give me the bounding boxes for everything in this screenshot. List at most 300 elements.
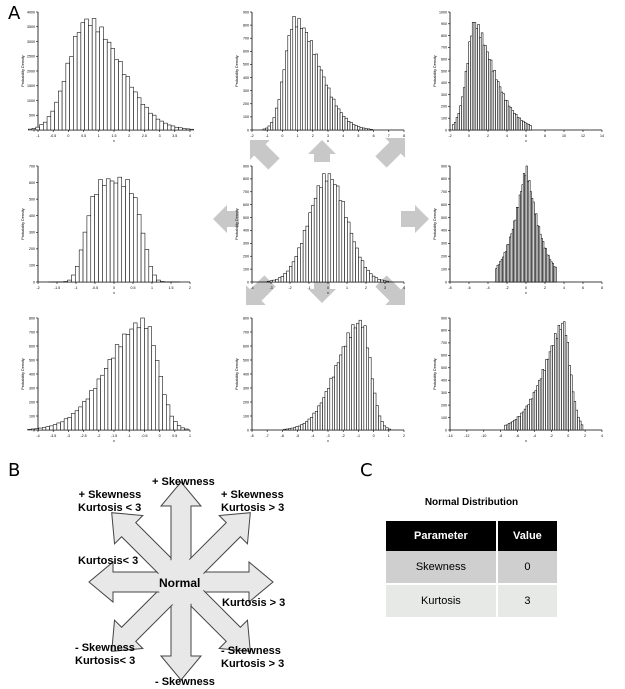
x-tick-label: -1: [307, 286, 311, 290]
y-tick-label: 600: [441, 353, 447, 358]
histogram-bar: [383, 426, 385, 430]
x-tick-label: -1: [74, 286, 78, 290]
histogram-bar: [39, 428, 43, 430]
histogram-bar: [36, 127, 40, 130]
histogram-bar: [149, 113, 153, 130]
histogram-bar: [177, 426, 181, 430]
histogram-bar: [123, 334, 127, 430]
y-tick-label: 200: [441, 104, 447, 109]
histogram-bar: [287, 271, 290, 282]
histogram-bar: [278, 100, 280, 130]
y-tick-label: 900: [441, 316, 447, 321]
histogram-bar: [313, 55, 315, 130]
x-tick-label: 0: [158, 434, 161, 438]
x-tick-label: -1.5: [110, 434, 118, 438]
histogram-bar: [345, 217, 348, 282]
table-header-parameter: Parameter: [386, 521, 497, 551]
panel-c-letter: C: [360, 460, 373, 481]
histogram-bar: [133, 323, 137, 430]
x-tick-label: 0: [372, 434, 375, 438]
table-cell-value: 3: [497, 584, 557, 617]
x-tick-label: 2: [403, 434, 405, 438]
y-tick-label: 100: [441, 267, 447, 272]
histogram-bar: [134, 92, 138, 130]
x-tick-label: 2: [128, 134, 131, 138]
histogram-bar: [93, 389, 97, 430]
y-tick-label: 400: [441, 378, 447, 383]
histogram-bar: [371, 379, 373, 430]
histogram-bar: [126, 179, 130, 282]
histogram-bar: [349, 337, 351, 430]
y-tick-label: 300: [243, 241, 249, 246]
y-tick-label: 100: [243, 115, 249, 120]
x-tick-label: -7: [265, 434, 269, 438]
table-cell-parameter: Skewness: [386, 551, 497, 584]
x-axis-label: x: [113, 439, 115, 443]
x-tick-label: 14: [600, 134, 604, 138]
histogram-bar: [335, 366, 337, 430]
y-tick-label: 500: [243, 358, 249, 363]
histogram-bar: [295, 256, 298, 282]
histogram-bar: [182, 129, 186, 130]
histogram-bar: [152, 115, 156, 130]
histogram-bar: [352, 125, 354, 130]
y-tick-label: 0: [247, 128, 249, 133]
histogram-bar: [58, 91, 62, 130]
y-tick-label: 600: [243, 344, 249, 349]
histogram-bar: [290, 30, 292, 130]
histogram-bar: [303, 28, 305, 130]
histogram-bar: [263, 129, 265, 130]
histogram-bar: [320, 188, 323, 282]
compass-down-right-line2: Kurtosis > 3: [221, 658, 285, 670]
y-axis-label: Probability Density: [433, 358, 437, 390]
y-tick-label: 500: [441, 366, 447, 371]
histogram-bar: [581, 425, 583, 430]
x-tick-label: 0.5: [130, 286, 136, 290]
arrow-down-left-shape: [236, 271, 280, 315]
histogram-bar: [323, 77, 325, 130]
x-tick-label: -1: [356, 434, 361, 438]
histogram-bar: [115, 59, 119, 130]
y-tick-label: 500: [29, 113, 35, 118]
table-title: Normal Distribution: [424, 497, 519, 508]
compass-up-label: + Skewness: [152, 476, 215, 488]
y-tick-label: 300: [441, 92, 447, 97]
histogram-bar: [268, 126, 270, 130]
histogram-middle-right: [433, 164, 603, 295]
histogram-bar: [360, 128, 362, 130]
x-tick-label: 7: [387, 134, 390, 138]
x-axis-label: x: [113, 139, 115, 143]
panel-a-letter: A: [8, 3, 21, 24]
histogram-bar: [73, 36, 77, 130]
arrow-up: [308, 140, 336, 162]
histogram-bar: [339, 201, 342, 282]
histogram-bar: [288, 36, 290, 130]
histogram-bar: [317, 186, 320, 282]
x-axis-label: x: [327, 291, 329, 295]
histogram-bar: [126, 334, 130, 430]
histogram-bar: [357, 127, 359, 130]
histogram-bar: [275, 108, 277, 130]
histogram-bar: [92, 18, 96, 130]
compass-up-right-line2: Kurtosis > 3: [221, 502, 285, 514]
histogram-bar: [333, 99, 335, 130]
histogram-bar: [53, 425, 57, 430]
histogram-bar: [100, 27, 104, 130]
compass-down-right-line1: - Skewness: [221, 645, 281, 657]
compass-down-left-line1: - Skewness: [75, 642, 135, 654]
x-tick-label: -4: [250, 286, 254, 290]
histogram-bar: [361, 261, 364, 282]
histogram-bar: [101, 375, 105, 430]
histogram-bottom-center: [235, 316, 405, 443]
table-header-row: [386, 521, 557, 551]
histogram-bar: [295, 27, 297, 130]
x-axis-label: x: [525, 439, 527, 443]
histogram-bar: [308, 41, 310, 130]
histogram-bar: [153, 275, 157, 282]
y-tick-label: 0: [445, 128, 447, 133]
x-tick-label: 0: [327, 286, 329, 290]
y-tick-label: 100: [243, 267, 249, 272]
x-tick-label: -2: [36, 286, 40, 290]
y-tick-label: 100: [29, 263, 35, 268]
y-axis-label: Probability Density: [235, 208, 239, 240]
histogram-bar: [119, 347, 123, 430]
x-tick-label: -4: [532, 434, 537, 438]
x-tick-label: -2: [250, 134, 254, 138]
histogram-bar: [315, 54, 317, 130]
y-tick-label: 400: [243, 372, 249, 377]
histogram-bar: [335, 106, 337, 130]
histogram-middle-left: [21, 164, 191, 295]
y-axis-label: Probability Density: [433, 55, 437, 87]
histogram-bar: [137, 98, 141, 130]
histogram-bar: [369, 274, 372, 282]
x-tick-label: 2.5: [141, 134, 147, 138]
y-tick-label: 0: [33, 428, 35, 433]
histogram-bar: [115, 345, 119, 430]
x-tick-label: 1: [151, 286, 153, 290]
y-tick-label: 800: [243, 23, 249, 28]
x-tick-label: -2: [549, 434, 553, 438]
histogram-bar: [327, 388, 329, 430]
x-tick-label: 3: [158, 134, 161, 138]
histogram-bar: [291, 428, 293, 430]
histogram-bar: [345, 118, 347, 130]
histogram-bar: [110, 181, 114, 282]
histogram-bar: [179, 128, 183, 130]
histogram-bar: [340, 113, 342, 130]
histogram-bar: [315, 411, 317, 430]
y-axis-label: Probability Density: [21, 55, 25, 87]
compass-up-left-line1: + Skewness: [78, 489, 142, 501]
x-tick-label: -1: [127, 434, 131, 438]
histogram-bar: [130, 87, 134, 130]
histogram-bar: [114, 183, 118, 282]
x-tick-label: 1: [97, 134, 100, 138]
y-tick-label: 300: [441, 241, 447, 246]
y-tick-label: 200: [29, 247, 35, 252]
histogram-bar: [102, 186, 106, 282]
y-tick-label: 100: [441, 116, 447, 121]
histogram-bar: [55, 102, 59, 130]
compass-left-label: Kurtosis< 3: [78, 555, 139, 567]
x-tick-label: 4: [342, 134, 345, 138]
arrow-up-right: [371, 128, 415, 172]
arrow-up-shape: [308, 140, 336, 162]
histogram-bar: [328, 174, 331, 282]
y-tick-label: 0: [33, 280, 35, 285]
x-tick-label: -1.5: [53, 286, 61, 290]
y-tick-label: 800: [441, 33, 447, 38]
histogram-bar: [364, 267, 367, 282]
y-tick-label: 1000: [439, 10, 447, 15]
histogram-bar: [85, 19, 89, 130]
histogram-bar: [42, 428, 46, 430]
histogram-bar: [28, 129, 32, 130]
x-tick-label: 2: [189, 286, 191, 290]
histogram-bar: [331, 179, 334, 282]
histogram-bar: [83, 232, 87, 282]
arrow-right-shape: [401, 205, 429, 233]
histogram-bar: [82, 402, 86, 430]
histogram-bar: [64, 419, 68, 430]
histogram-bar: [289, 266, 292, 282]
x-tick-label: 0.5: [81, 134, 87, 138]
histogram-bar: [68, 280, 72, 282]
arrow-down-left: [236, 271, 280, 315]
histogram-bar: [99, 180, 103, 282]
histogram-bar: [381, 280, 384, 282]
histogram-bar: [57, 423, 61, 430]
x-tick-label: 2: [487, 134, 489, 138]
x-tick-label: -2: [341, 434, 345, 438]
histogram-bar: [66, 63, 70, 130]
x-axis-label: x: [525, 139, 527, 143]
histogram-bar: [361, 327, 363, 430]
y-tick-label: 500: [243, 215, 249, 220]
y-tick-label: 800: [243, 177, 249, 182]
histogram-bar: [141, 233, 145, 282]
y-tick-label: 600: [243, 202, 249, 207]
histogram-bar: [145, 249, 149, 282]
y-axis-label: Probability Density: [433, 208, 437, 240]
histogram-bar: [50, 426, 54, 430]
histogram-bar: [181, 428, 185, 430]
arrow-up-right-shape: [371, 128, 415, 172]
x-axis-label: x: [327, 439, 329, 443]
histogram-bar: [366, 348, 368, 430]
histogram-bar: [348, 121, 350, 130]
y-tick-label: 600: [29, 180, 35, 185]
histogram-bar: [305, 32, 307, 130]
histogram-bar: [357, 323, 359, 430]
histogram-bar: [530, 126, 532, 130]
histogram-bar: [372, 276, 375, 282]
y-tick-label: 600: [441, 202, 447, 207]
x-tick-label: 4: [563, 286, 565, 290]
y-tick-label: 400: [29, 214, 35, 219]
y-tick-label: 900: [243, 164, 249, 169]
table-cell-parameter: Kurtosis: [386, 584, 497, 617]
x-tick-label: 2: [311, 134, 314, 138]
histogram-bar: [285, 51, 287, 130]
x-tick-label: -1: [36, 134, 40, 138]
y-tick-label: 200: [441, 254, 447, 259]
y-tick-label: 900: [441, 164, 447, 169]
histogram-bar: [81, 23, 85, 130]
histogram-bar: [301, 424, 303, 430]
histogram-bar: [104, 368, 108, 430]
y-axis-label: Probability Density: [21, 358, 25, 390]
x-tick-label: -0.5: [91, 286, 99, 290]
x-tick-label: 3: [327, 134, 329, 138]
y-tick-label: 400: [243, 75, 249, 80]
histogram-bar: [325, 391, 327, 430]
histogram-bar: [175, 127, 179, 130]
histogram-bar: [378, 279, 381, 282]
histogram-bar: [145, 107, 149, 130]
histogram-bar: [332, 377, 334, 430]
histogram-bar: [313, 413, 315, 430]
histogram-bar: [156, 119, 160, 130]
y-tick-label: 800: [243, 316, 249, 321]
histogram-bar: [160, 121, 164, 130]
x-tick-label: 1: [189, 434, 191, 438]
y-axis-label: Probability Density: [235, 358, 239, 390]
compass-right-label: Kurtosis > 3: [222, 597, 286, 609]
y-tick-label: 800: [441, 177, 447, 182]
histogram-bar: [367, 129, 369, 130]
histogram-bar: [88, 25, 92, 130]
y-tick-label: 100: [29, 414, 35, 419]
histogram-bar: [75, 266, 79, 282]
histogram-bar: [112, 358, 116, 430]
x-tick-label: -8: [448, 286, 452, 290]
arrow-down-shape: [308, 281, 336, 303]
histogram-bar: [79, 407, 83, 430]
histogram-bar: [275, 279, 278, 282]
x-tick-label: -14: [447, 434, 453, 438]
y-tick-label: 400: [243, 228, 249, 233]
x-tick-label: 0: [113, 286, 115, 290]
histogram-bar: [186, 129, 190, 130]
histogram-bar: [365, 129, 367, 130]
histogram-bar: [367, 270, 370, 282]
y-tick-label: 400: [29, 372, 35, 377]
histogram-bar: [347, 333, 349, 430]
histogram-bar: [43, 122, 47, 130]
histogram-bar: [300, 243, 303, 282]
histogram-bar: [46, 427, 50, 430]
histogram-bar: [296, 427, 298, 430]
histogram-bar: [325, 181, 328, 282]
histogram-bar: [167, 125, 171, 130]
histogram-bar: [281, 276, 284, 282]
x-tick-label: 0: [567, 434, 570, 438]
histogram-bar: [342, 347, 344, 430]
histogram-bar: [374, 393, 376, 430]
histogram-bar: [79, 250, 83, 282]
x-tick-label: 12: [581, 134, 585, 138]
y-tick-label: 3000: [27, 39, 35, 44]
histogram-bar: [60, 422, 64, 430]
arrow-down: [308, 281, 336, 303]
histogram-bar: [298, 426, 300, 430]
histogram-top-left: [21, 10, 194, 143]
x-tick-label: -8: [499, 434, 503, 438]
histogram-bar: [129, 194, 133, 282]
x-tick-label: -6: [467, 286, 471, 290]
y-tick-label: 0: [247, 428, 249, 433]
x-tick-label: 1.5: [168, 286, 174, 290]
histogram-bar: [190, 129, 194, 130]
histogram-bar: [71, 413, 75, 430]
histogram-bar: [130, 329, 134, 430]
x-tick-label: 0: [468, 134, 470, 138]
x-tick-label: 3.5: [172, 134, 178, 138]
x-axis-label: x: [525, 291, 527, 295]
x-tick-label: 1: [387, 434, 390, 438]
histogram-bar: [356, 248, 359, 282]
histogram-bar: [353, 242, 356, 282]
x-tick-label: -2: [448, 134, 452, 138]
histogram-bar: [87, 216, 91, 282]
histogram-bar: [376, 406, 378, 430]
y-tick-label: 300: [29, 230, 35, 235]
histogram-bar: [336, 186, 339, 282]
histogram-bar: [149, 266, 153, 282]
x-tick-label: 2: [544, 286, 546, 290]
histogram-bar: [96, 32, 100, 130]
histogram-bar: [555, 267, 556, 282]
y-tick-label: 900: [243, 10, 249, 15]
x-tick-label: -4: [311, 434, 315, 438]
histogram-bar: [265, 128, 267, 130]
compass-up-right-line1: + Skewness: [221, 489, 284, 501]
histogram-bar: [364, 326, 366, 430]
histogram-bar: [318, 66, 320, 130]
x-tick-label: 4: [189, 134, 191, 138]
x-tick-label: 10: [562, 134, 566, 138]
y-tick-label: 900: [441, 22, 447, 27]
histogram-bar: [267, 281, 270, 282]
histogram-bar: [273, 280, 276, 282]
histogram-bar: [369, 357, 371, 430]
x-tick-label: 0: [281, 134, 284, 138]
x-tick-label: -0.5: [141, 434, 148, 438]
histogram-bar: [137, 214, 141, 282]
compass-center-label: Normal: [159, 576, 201, 590]
histogram-bar: [68, 417, 72, 430]
compass-up-right-label: [221, 489, 284, 515]
x-tick-label: 3: [384, 286, 386, 290]
y-tick-label: 600: [243, 49, 249, 54]
histogram-bar: [343, 116, 345, 130]
y-tick-label: 0: [33, 128, 35, 133]
histogram-bar: [311, 206, 314, 282]
x-tick-label: 1: [346, 286, 348, 290]
histogram-bar: [71, 275, 75, 282]
histogram-bar: [141, 104, 145, 130]
y-tick-label: 500: [441, 69, 447, 74]
y-tick-label: 700: [243, 330, 249, 335]
histogram-bar: [337, 363, 339, 430]
histogram-bar: [350, 122, 352, 130]
